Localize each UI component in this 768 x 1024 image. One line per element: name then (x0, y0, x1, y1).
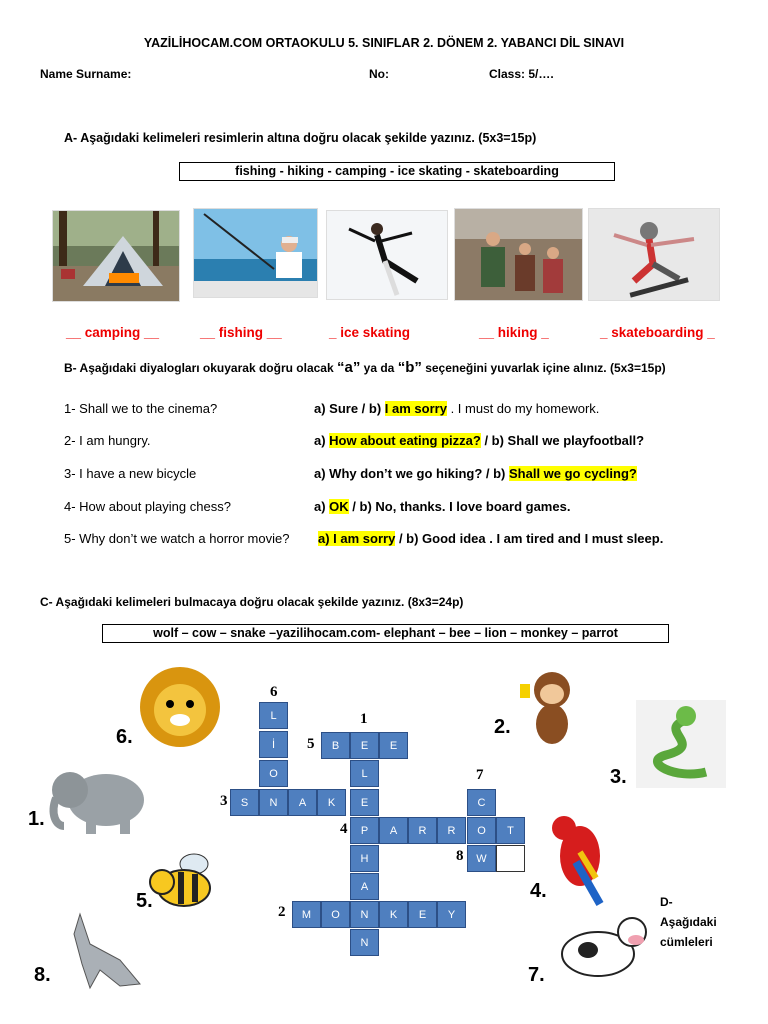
clue-number-2: 2 (278, 904, 286, 920)
picture-number-4: 4. (530, 880, 547, 902)
dialog-a4 (314, 499, 570, 514)
section-d-line1: Aşağıdaki (660, 915, 717, 929)
crossword-cell[interactable]: A (350, 873, 379, 900)
lion-picture (132, 664, 228, 753)
crossword-cell[interactable]: A (288, 789, 317, 816)
dialog-a5-rest: / b) Good idea . I am tired and I must sleep. (395, 531, 664, 546)
parrot-picture (540, 812, 620, 911)
no-label: No: (369, 67, 389, 81)
crossword-cell[interactable]: S (230, 789, 259, 816)
crossword-cell[interactable]: Y (437, 901, 466, 928)
crossword-cell[interactable]: T (496, 817, 525, 844)
crossword-cell[interactable]: W (467, 845, 496, 872)
crossword-cell[interactable]: N (350, 901, 379, 928)
answer-4: __ hiking _ (479, 325, 549, 340)
dialog-a4-rest: / b) No, thanks. I love board games. (348, 499, 571, 514)
answer-1: __ camping __ (66, 325, 160, 340)
crossword-cell[interactable]: O (467, 817, 496, 844)
dialog-q4: 4- How about playing chess? (64, 499, 231, 514)
bee-picture (144, 846, 220, 919)
crossword-cell[interactable]: M (292, 901, 321, 928)
clue-number-7: 7 (476, 767, 484, 783)
dialog-a2-options: a) (314, 433, 330, 448)
clue-number-8: 8 (456, 848, 464, 864)
section-b-pre: B- Aşağıdaki diyalogları okuyarak doğru olacak (64, 361, 337, 375)
crossword-cell[interactable]: P (350, 817, 379, 844)
picture-number-7: 7. (528, 964, 545, 986)
name-label: Name Surname: (40, 67, 132, 81)
crossword-cell[interactable]: B (321, 732, 350, 759)
wolf-picture (60, 904, 152, 995)
dialog-a3 (314, 466, 637, 481)
camping-picture (52, 210, 180, 302)
dialog-a5 (318, 531, 663, 546)
crossword-cell[interactable]: L (350, 760, 379, 787)
dialog-a3-answer: Shall we go cycling? (508, 466, 637, 481)
crossword-cell[interactable]: N (350, 929, 379, 956)
dialog-q2: 2- I am hungry. (64, 433, 151, 448)
dialog-a3-options: a) Why don’t we go hiking? / b) (314, 466, 509, 481)
section-a-instruction: A- Aşağıdaki kelimeleri resimlerin altına doğru olacak şekilde yazınız. (5x3=15p) (64, 131, 537, 145)
clue-number-6: 6 (270, 684, 278, 700)
crossword-cell[interactable]: L (259, 702, 288, 729)
dialog-a1-answer: I am sorry (384, 401, 447, 416)
crossword-cell[interactable]: İ (259, 731, 288, 758)
picture-number-1: 1. (28, 808, 45, 830)
picture-number-5: 5. (136, 890, 153, 912)
fishing-picture (193, 208, 318, 298)
cow-picture (554, 908, 652, 993)
section-c-instruction: C- Aşağıdaki kelimeleri bulmacaya doğru olacak şekilde yazınız. (8x3=24p) (40, 595, 464, 609)
snake-picture (636, 700, 726, 791)
crossword-cell[interactable]: O (321, 901, 350, 928)
crossword-cell[interactable]: O (259, 760, 288, 787)
crossword-cell[interactable]: K (317, 789, 346, 816)
crossword-cell[interactable]: E (350, 732, 379, 759)
skateboarding-picture (588, 208, 720, 301)
dialog-a1-options: a) Sure / b) (314, 401, 385, 416)
crossword-cell[interactable]: C (467, 789, 496, 816)
picture-number-2: 2. (494, 716, 511, 738)
crossword-cell[interactable]: N (259, 789, 288, 816)
clue-number-3: 3 (220, 793, 228, 809)
dialog-a2-answer: How about eating pizza? (329, 433, 481, 448)
section-b-mid: ya da (360, 361, 398, 375)
dialog-a1-rest: . I must do my homework. (446, 401, 600, 416)
monkey-picture (516, 666, 586, 753)
clue-number-5: 5 (307, 736, 315, 752)
crossword-cell[interactable]: E (350, 789, 379, 816)
elephant-picture (46, 760, 150, 841)
crossword-empty-cell[interactable] (496, 845, 525, 872)
section-b-opt-b: “b” (397, 359, 422, 376)
dialog-a1 (314, 401, 599, 416)
dialog-a4-answer: OK (329, 499, 349, 514)
answer-5: _ skateboarding _ (600, 325, 715, 340)
section-b-post: seçeneğini yuvarlak içine alınız. (5x3=15p) (421, 361, 666, 375)
section-a-word-bank: fishing - hiking - camping - ice skating - skateboarding (179, 162, 615, 181)
page-title: YAZİLİHOCAM.COM ORTAOKULU 5. SINIFLAR 2. DÖNEM 2. YABANCI DİL SINAVI (143, 36, 625, 50)
section-d-label: D- (660, 895, 673, 909)
section-b-opt-a: “a” (336, 359, 361, 376)
dialog-a5-answer: a) I am sorry (318, 531, 396, 546)
dialog-q3: 3- I have a new bicycle (64, 466, 197, 481)
answer-3: _ ice skating (329, 325, 411, 340)
class-label: Class: 5/…. (489, 67, 554, 81)
crossword-cell[interactable]: A (379, 817, 408, 844)
dialog-q1: 1- Shall we to the cinema? (64, 401, 218, 416)
picture-number-8: 8. (34, 964, 51, 986)
section-c-word-bank: wolf – cow – snake –yazilihocam.com- elephant – bee – lion – monkey – parrot (102, 624, 669, 643)
dialog-a2 (314, 433, 644, 448)
picture-number-6: 6. (116, 726, 133, 748)
ice-skating-picture (326, 210, 448, 300)
hiking-picture (454, 208, 583, 301)
crossword-cell[interactable]: K (379, 901, 408, 928)
crossword-cell[interactable]: E (379, 732, 408, 759)
dialog-a2-rest: / b) Shall we playfootball? (480, 433, 645, 448)
clue-number-4: 4 (340, 821, 348, 837)
clue-number-1: 1 (360, 711, 368, 727)
crossword-cell[interactable]: R (437, 817, 466, 844)
dialog-a4-options: a) (314, 499, 330, 514)
section-b-instruction (64, 359, 666, 376)
section-d-line2: cümleleri (660, 935, 713, 949)
picture-number-3: 3. (610, 766, 627, 788)
crossword-cell[interactable]: H (350, 845, 379, 872)
crossword-cell[interactable]: R (408, 817, 437, 844)
dialog-q5: 5- Why don’t we watch a horror movie? (64, 531, 290, 546)
crossword-cell[interactable]: E (408, 901, 437, 928)
answer-2: __ fishing __ (200, 325, 282, 340)
